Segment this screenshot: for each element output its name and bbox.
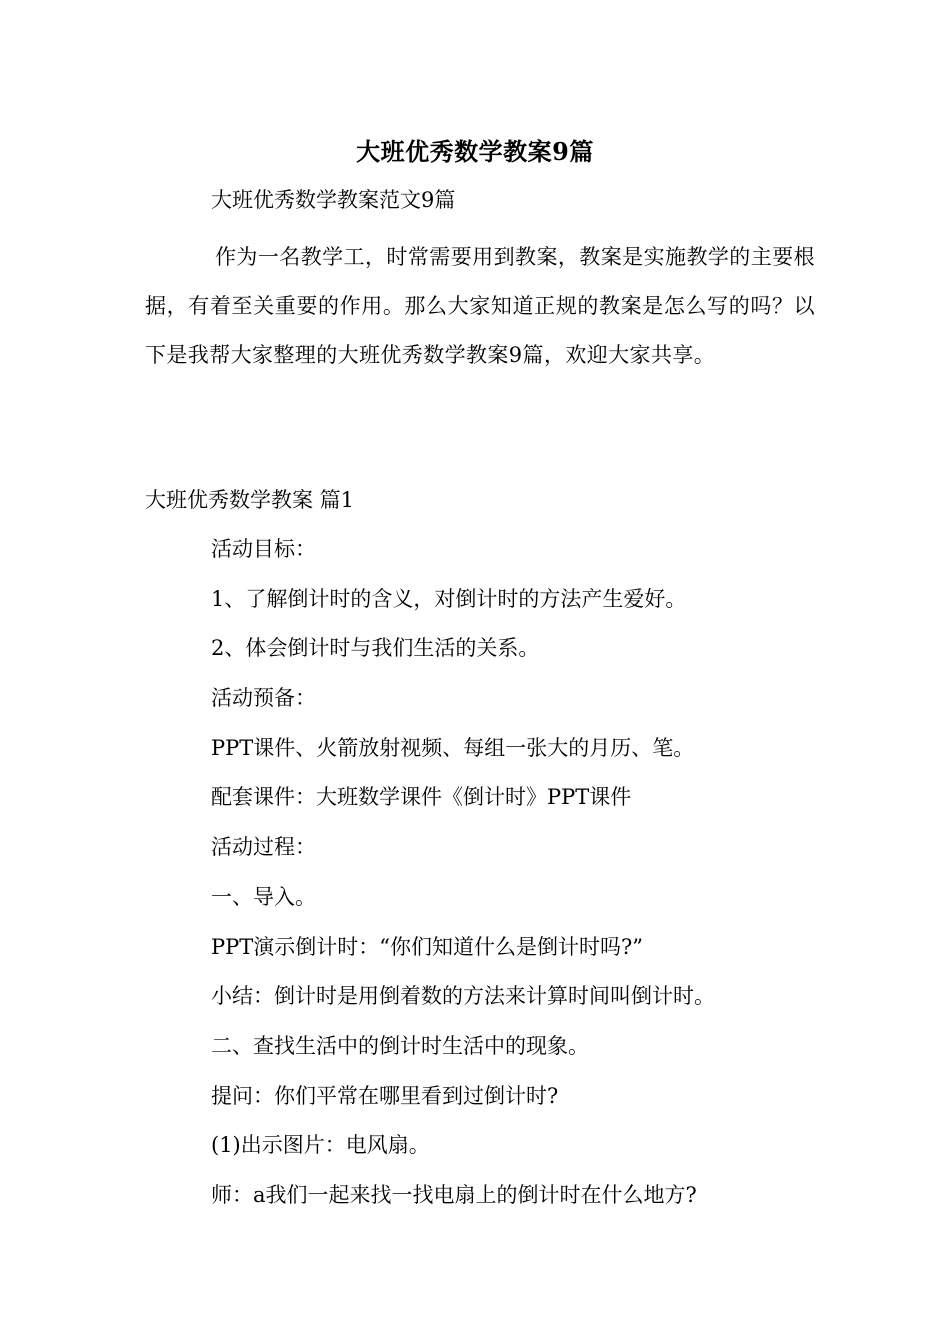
document-title: 大班优秀数学教案9篇 xyxy=(356,137,594,166)
content-line: PPT课件、火箭放射视频、每组一张大的月历、笔。 xyxy=(211,735,695,760)
lesson-content xyxy=(211,531,715,1227)
content-line: 二、查找生活中的倒计时生活中的现象。 xyxy=(211,1033,589,1058)
content-line: 活动目标： xyxy=(211,537,316,561)
document-subtitle: 大班优秀数学教案范文9篇 xyxy=(211,188,456,212)
content-line: (1)出示图片：电风扇。 xyxy=(211,1133,430,1158)
content-line: 活动预备： xyxy=(211,686,316,711)
intro-paragraph: 作为一名教学工，时常需要用到教案，教案是实施教学的主要根据，有着至关重要的作用。那么大家知道正规的教案是怎么写的吗？以下是我帮大家整理的大班优秀数学教案9篇，欢迎大家共享。 xyxy=(145,245,815,367)
content-line: 1、了解倒计时的含义，对倒计时的方法产生爱好。 xyxy=(211,586,687,611)
content-line: PPT演示倒计时：“你们知道什么是倒计时吗?” xyxy=(211,934,643,959)
content-line: 提问：你们平常在哪里看到过倒计时? xyxy=(211,1083,559,1108)
content-line: 配套课件：大班数学课件《倒计时》PPT课件 xyxy=(211,785,632,810)
content-line: 活动过程： xyxy=(211,835,316,860)
content-line: 师：a我们一起来找一找电扇上的倒计时在什么地方? xyxy=(211,1182,697,1207)
content-line: 一、导入。 xyxy=(211,884,316,909)
content-line: 小结：倒计时是用倒着数的方法来计算时间叫倒计时。 xyxy=(211,984,715,1009)
section-heading: 大班优秀数学教案 篇1 xyxy=(145,488,355,512)
content-line: 2、体会倒计时与我们生活的关系。 xyxy=(211,636,540,661)
